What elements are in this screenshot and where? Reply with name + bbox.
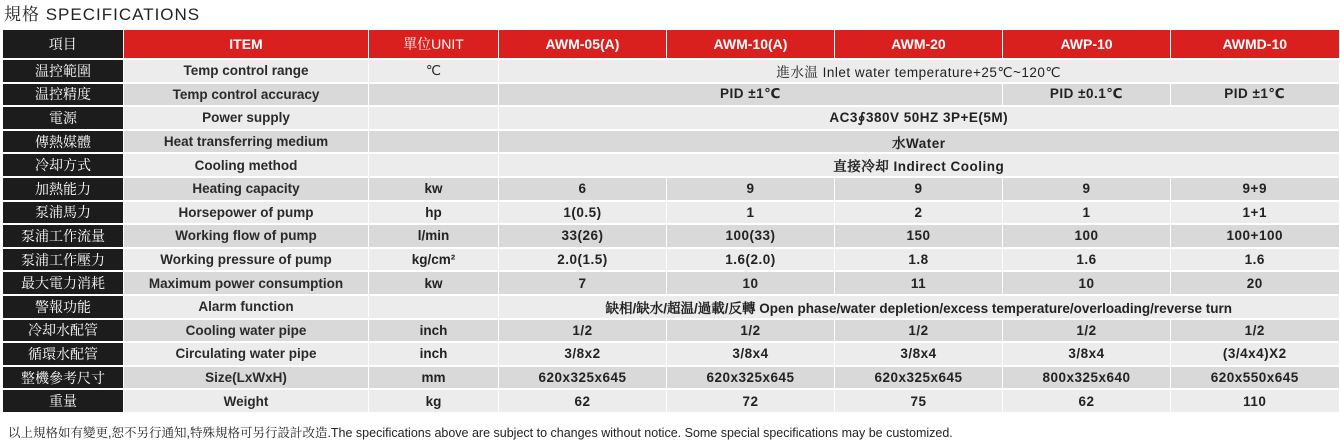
row-label-en: Heat transferring medium xyxy=(124,130,369,154)
model-value: 800x325x640 xyxy=(1003,366,1171,390)
row-unit: kg xyxy=(369,389,499,412)
model-value: 2.0(1.5) xyxy=(499,248,667,272)
model-value: 1+1 xyxy=(1171,201,1339,225)
row-unit: mm xyxy=(369,366,499,390)
row-label-zh: 最大電力消耗 xyxy=(3,271,124,295)
row-label-en: Horsepower of pump xyxy=(124,201,369,225)
row-label-en: Working flow of pump xyxy=(124,224,369,248)
model-value: 1/2 xyxy=(499,319,667,343)
table-row xyxy=(3,83,1339,107)
row-unit xyxy=(369,153,499,177)
model-value: 1(0.5) xyxy=(499,201,667,225)
page-title: 規格 SPECIFICATIONS xyxy=(4,5,201,24)
row-unit xyxy=(369,295,499,319)
model-value: 2 xyxy=(835,201,1003,225)
row-unit: kw xyxy=(369,177,499,201)
row-unit xyxy=(369,130,499,154)
row-label-en: Maximum power consumption xyxy=(124,271,369,295)
model-value: 620x325x645 xyxy=(499,366,667,390)
table-row xyxy=(3,295,1339,319)
row-label-zh: 整機參考尺寸 xyxy=(3,366,124,390)
row-unit xyxy=(369,106,499,130)
row-label-en: Cooling method xyxy=(124,153,369,177)
model-value: 6 xyxy=(499,177,667,201)
row-label-en: Cooling water pipe xyxy=(124,319,369,343)
table-row xyxy=(3,271,1339,295)
row-label-zh: 冷却水配管 xyxy=(3,319,124,343)
table-row xyxy=(3,153,1339,177)
table-row xyxy=(3,342,1339,366)
specifications-table xyxy=(2,30,1339,412)
row-label-zh: 加熱能力 xyxy=(3,177,124,201)
row-unit: inch xyxy=(369,319,499,343)
spanned-value: 缺相/缺水/超温/過載/反轉 Open phase/water depletion/excess temperature/overloading/reverse turn xyxy=(499,295,1339,319)
table-row xyxy=(3,319,1339,343)
model-value: 3/8x2 xyxy=(499,342,667,366)
table-row xyxy=(3,106,1339,130)
row-label-zh: 泵浦工作壓力 xyxy=(3,248,124,272)
model-value: 110 xyxy=(1171,389,1339,412)
model-value: 3/8x4 xyxy=(667,342,835,366)
model-value: 62 xyxy=(499,389,667,412)
model-value: 620x325x645 xyxy=(667,366,835,390)
model-value: (3/4x4)X2 xyxy=(1171,342,1339,366)
model-value: 1/2 xyxy=(1171,319,1339,343)
header-model: AWP-10 xyxy=(1003,30,1171,59)
model-value: 62 xyxy=(1003,389,1171,412)
model-value: 1.8 xyxy=(835,248,1003,272)
table-row xyxy=(3,177,1339,201)
model-value: 1.6 xyxy=(1171,248,1339,272)
header-unit: 單位UNIT xyxy=(369,30,499,59)
row-label-zh: 傳熱媒體 xyxy=(3,130,124,154)
model-value: 3/8x4 xyxy=(1003,342,1171,366)
header-item-zh: 項目 xyxy=(3,30,124,59)
model-value: 1 xyxy=(667,201,835,225)
row-unit: kw xyxy=(369,271,499,295)
spanned-value: 直接冷却 Indirect Cooling xyxy=(499,153,1339,177)
table-row xyxy=(3,130,1339,154)
table-row xyxy=(3,59,1339,83)
model-value: 11 xyxy=(835,271,1003,295)
row-unit xyxy=(369,83,499,107)
model-value: 1 xyxy=(1003,201,1171,225)
model-value: 10 xyxy=(1003,271,1171,295)
footnote: 以上規格如有變更,恕不另行通知,特殊規格可另行設計改造.The specifications above are subject to changes without notice. Some special specifications may be customized. xyxy=(8,426,953,440)
model-value: 75 xyxy=(835,389,1003,412)
table-row xyxy=(3,389,1339,412)
row-label-en: Temp control range xyxy=(124,59,369,83)
row-label-en: Heating capacity xyxy=(124,177,369,201)
row-label-zh: 温控精度 xyxy=(3,83,124,107)
row-unit: l/min xyxy=(369,224,499,248)
model-value: 100(33) xyxy=(667,224,835,248)
model-value: 100 xyxy=(1003,224,1171,248)
accuracy-value: PID ±0.1℃ xyxy=(1003,83,1171,107)
row-label-zh: 警報功能 xyxy=(3,295,124,319)
model-value: 620x550x645 xyxy=(1171,366,1339,390)
table-row xyxy=(3,224,1339,248)
accuracy-value: PID ±1℃ xyxy=(499,83,1003,107)
model-value: 9 xyxy=(1003,177,1171,201)
row-label-zh: 温控範圍 xyxy=(3,59,124,83)
model-value: 9+9 xyxy=(1171,177,1339,201)
table-header-row xyxy=(3,30,1339,59)
row-label-zh: 電源 xyxy=(3,106,124,130)
header-model: AWM-10(A) xyxy=(667,30,835,59)
row-label-en: Circulating water pipe xyxy=(124,342,369,366)
model-value: 72 xyxy=(667,389,835,412)
row-label-zh: 泵浦工作流量 xyxy=(3,224,124,248)
row-label-en: Working pressure of pump xyxy=(124,248,369,272)
row-label-zh: 泵浦馬力 xyxy=(3,201,124,225)
row-label-en: Weight xyxy=(124,389,369,412)
model-value: 620x325x645 xyxy=(835,366,1003,390)
spanned-value: 水Water xyxy=(499,130,1339,154)
model-value: 1/2 xyxy=(667,319,835,343)
header-model: AWM-05(A) xyxy=(499,30,667,59)
spanned-value: AC3∮380V 50HZ 3P+E(5M) xyxy=(499,106,1339,130)
header-model: AWM-20 xyxy=(835,30,1003,59)
row-label-zh: 循環水配管 xyxy=(3,342,124,366)
row-unit: hp xyxy=(369,201,499,225)
model-value: 150 xyxy=(835,224,1003,248)
model-value: 9 xyxy=(835,177,1003,201)
row-unit: kg/cm² xyxy=(369,248,499,272)
row-label-zh: 重量 xyxy=(3,389,124,412)
table-row xyxy=(3,201,1339,225)
model-value: 100+100 xyxy=(1171,224,1339,248)
model-value: 1/2 xyxy=(1003,319,1171,343)
model-value: 9 xyxy=(667,177,835,201)
model-value: 1.6(2.0) xyxy=(667,248,835,272)
model-value: 10 xyxy=(667,271,835,295)
row-unit: inch xyxy=(369,342,499,366)
model-value: 3/8x4 xyxy=(835,342,1003,366)
row-label-en: Size(LxWxH) xyxy=(124,366,369,390)
row-unit: ℃ xyxy=(369,59,499,83)
row-label-en: Alarm function xyxy=(124,295,369,319)
header-item: ITEM xyxy=(124,30,369,59)
row-label-en: Temp control accuracy xyxy=(124,83,369,107)
model-value: 1.6 xyxy=(1003,248,1171,272)
model-value: 33(26) xyxy=(499,224,667,248)
spanned-value: 進水温 Inlet water temperature+25℃~120℃ xyxy=(499,59,1339,83)
model-value: 1/2 xyxy=(835,319,1003,343)
accuracy-value: PID ±1℃ xyxy=(1171,83,1339,107)
model-value: 20 xyxy=(1171,271,1339,295)
row-label-en: Power supply xyxy=(124,106,369,130)
row-label-zh: 冷却方式 xyxy=(3,153,124,177)
table-row xyxy=(3,248,1339,272)
table-row xyxy=(3,366,1339,390)
header-model: AWMD-10 xyxy=(1171,30,1339,59)
model-value: 7 xyxy=(499,271,667,295)
